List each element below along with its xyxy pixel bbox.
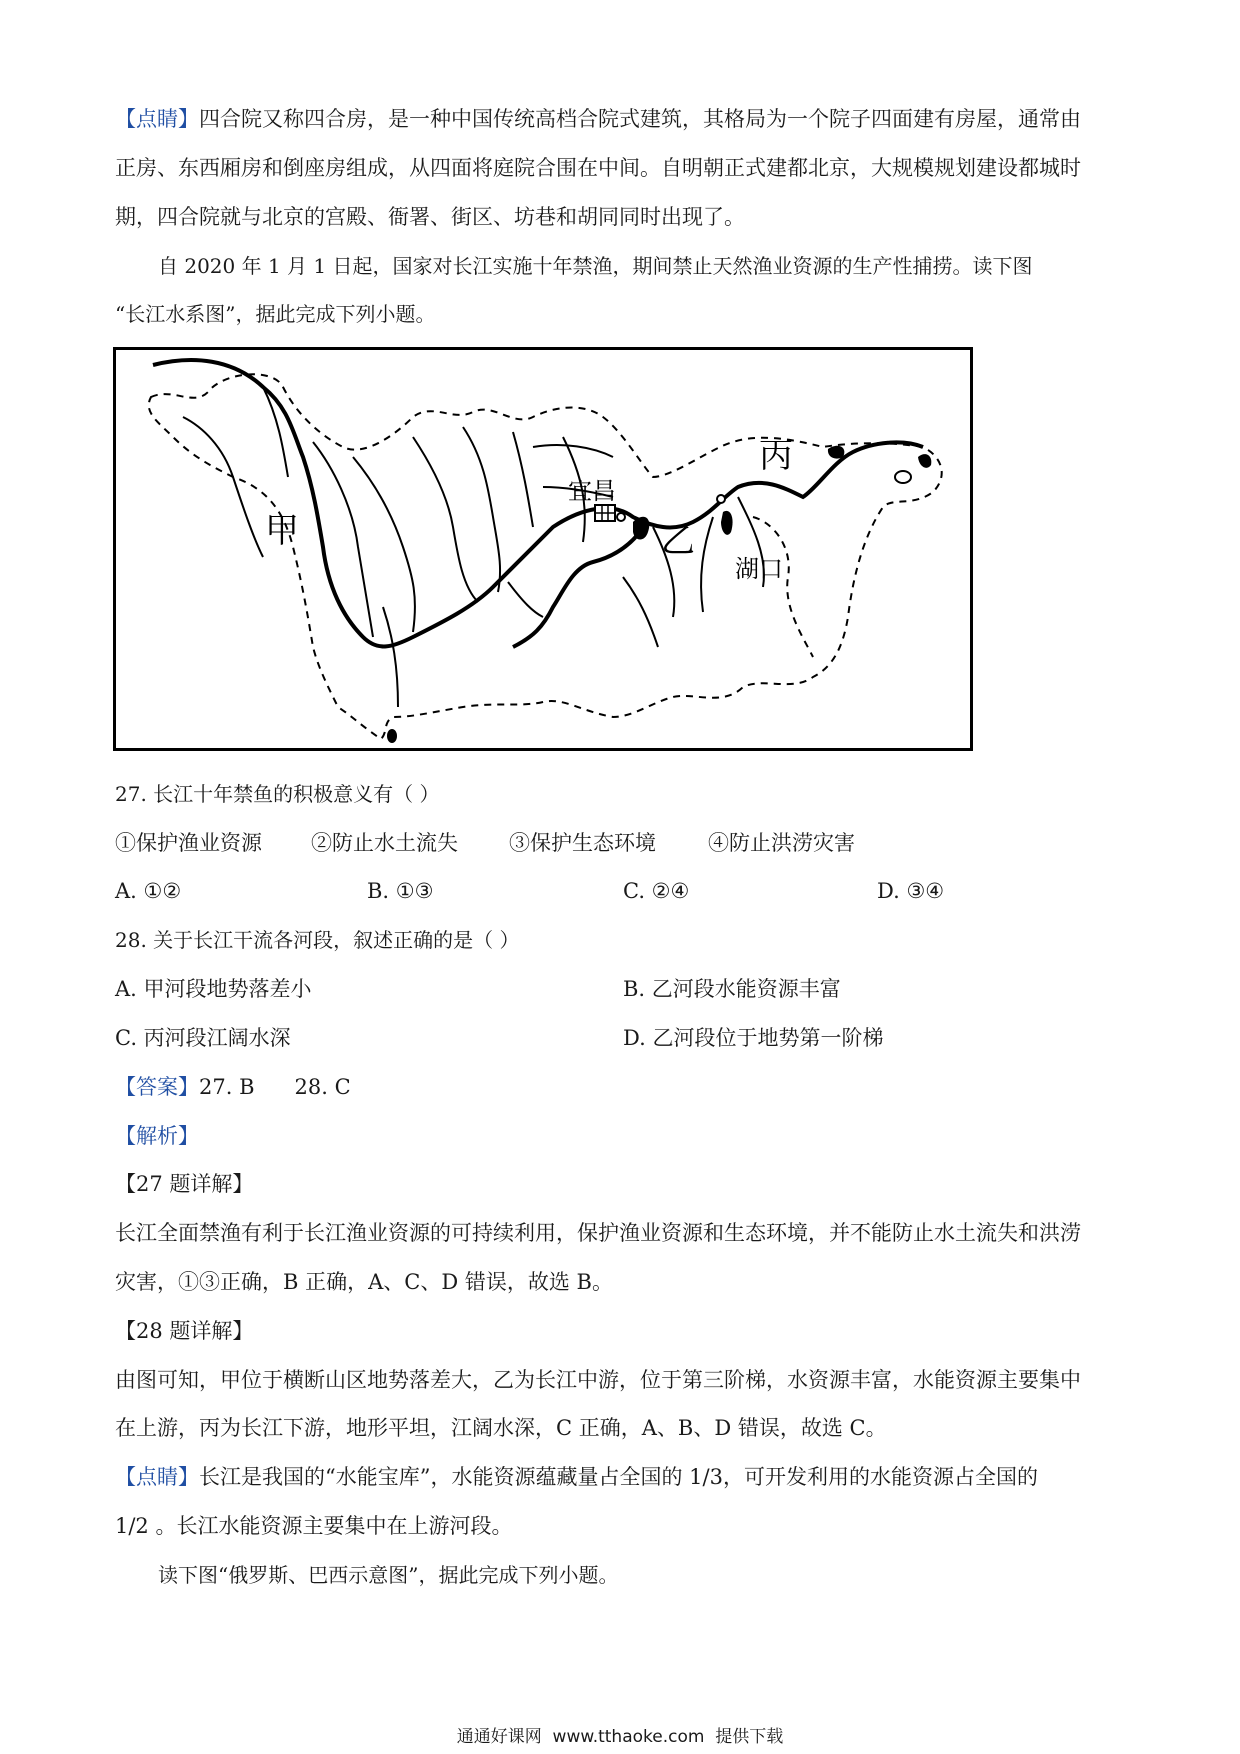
jiexi-tag: 【解析】 [115,1124,199,1148]
dianjing-paragraph-line-3: 期，四合院就与北京的宫殿、衙署、街区、坊巷和胡同同时出现了。 [115,205,745,229]
dianjing2-line-1 [115,1465,1038,1489]
detail27-title: 【27 题详解】 [115,1172,254,1196]
q27-stem: 27. 长江十年禁鱼的积极意义有（ ） [115,782,440,806]
dianjing2-tag: 【点睛】 [115,1465,199,1489]
label-yichang: 宜昌 [568,477,616,505]
dianjing-paragraph-line-2: 正房、东西厢房和倒座房组成，从四面将庭院合围在中间。自明朝正式建都北京，大规模规划建设都城时 [115,156,1081,180]
q27-option-c: C. ②④ [623,879,690,903]
dianjing-paragraph-line-1 [115,107,1081,131]
yangtze-river-system-map [113,347,973,751]
q27-option-d: D. ③④ [877,879,945,903]
q28-option-a: A. 甲河段地势落差小 [115,977,312,1001]
map-frame [115,349,972,750]
label-yi: 乙 [661,521,695,561]
detail27-line-1: 长江全面禁渔有利于长江渔业资源的可持续利用，保护渔业资源和生态环境，并不能防止水土流失和洪涝 [115,1221,1081,1245]
yichang-point [617,513,625,521]
answer-tag: 【答案】 [115,1075,199,1099]
intro-line-2: “长江水系图”，据此完成下列小题。 [115,302,436,326]
dianjing-text-1: 四合院又称四合房，是一种中国传统高档合院式建筑，其格局为一个院子四面建有房屋，通常由 [199,107,1081,131]
label-hukou: 湖口 [735,555,783,583]
q28-option-b: B. 乙河段水能资源丰富 [623,977,841,1001]
answer-line [115,1075,351,1099]
q27-item-4: ④防止洪涝灾害 [708,831,855,855]
detail28-line-1: 由图可知，甲位于横断山区地势落差大，乙为长江中游，位于第三阶梯，水资源丰富，水能资源主要集中 [115,1368,1081,1392]
q27-item-2: ②防止水土流失 [311,831,458,855]
river-source-dot [387,729,397,743]
intro2-line: 读下图“俄罗斯、巴西示意图”，据此完成下列小题。 [158,1563,619,1587]
page-footer: 通通好课网 www.tthaoke.com 提供下载 [456,1727,784,1747]
dianjing2-text-1: 长江是我国的“水能宝库”，水能资源蕴藏量占全国的 1/3，可开发利用的水能资源占全国的 [199,1465,1038,1489]
label-jia: 甲 [265,511,299,551]
intro-line-1: 自 2020 年 1 月 1 日起，国家对长江实施十年禁渔，期间禁止天然渔业资源的生产性捕捞。读下图 [158,254,1033,278]
detail27-line-2: 灾害，①③正确，B 正确，A、C、D 错误，故选 B。 [115,1270,613,1294]
dianjing-tag: 【点睛】 [115,107,199,131]
label-bing: 丙 [759,436,793,476]
q28-stem: 28. 关于长江干流各河段，叙述正确的是（ ） [115,928,520,952]
q27-option-a: A. ①② [115,879,182,903]
hukou-point [717,495,725,503]
q28-option-c: C. 丙河段江阔水深 [115,1026,291,1050]
q27-item-3: ③保护生态环境 [509,831,656,855]
detail28-title: 【28 题详解】 [115,1319,254,1343]
q28-option-d: D. 乙河段位于地势第一阶梯 [623,1026,884,1050]
q27-item-1: ①保护渔业资源 [115,831,262,855]
dianjing2-line-2: 1/2 。长江水能资源主要集中在上游河段。 [115,1514,513,1538]
q27-option-b: B. ①③ [367,879,434,903]
detail28-line-2: 在上游，丙为长江下游，地形平坦，江阔水深，C 正确，A、B、D 错误，故选 C。 [115,1416,887,1440]
answer-text: 27. B 28. C [199,1075,351,1099]
